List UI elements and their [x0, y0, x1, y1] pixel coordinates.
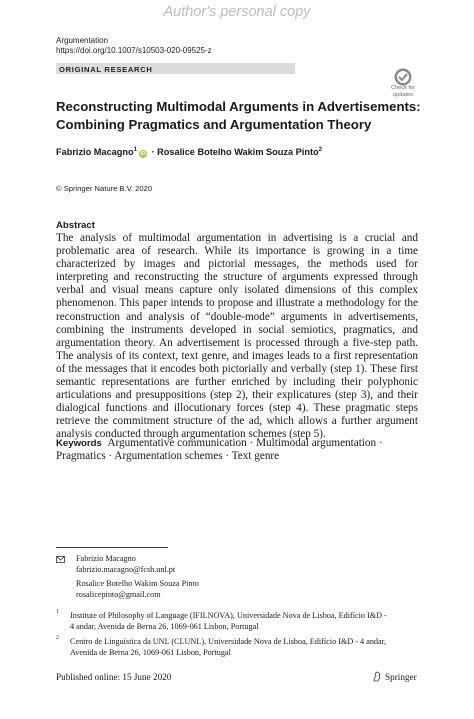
footnote-divider: [56, 547, 168, 548]
author-2-affiliation: 2: [318, 147, 322, 153]
contact-1-email[interactable]: fabrizio.macagno@fcsh.unl.pt: [76, 565, 176, 575]
copyright-notice: © Springer Nature B.V. 2020: [56, 184, 153, 193]
paper-title: Reconstructing Multimodal Arguments in Advertisements: Combining Pragmatics and Argumentation Theory: [56, 99, 421, 132]
check-for-updates-line1: Check for: [391, 85, 415, 91]
check-for-updates-line2: updates: [393, 91, 413, 98]
keywords-label: Keywords: [56, 438, 102, 449]
contact-2-email[interactable]: rosalicepinto@gmail.com: [76, 590, 161, 600]
check-for-updates-label: [378, 85, 428, 98]
contact-1: [76, 553, 175, 575]
author-1[interactable]: Fabrizio Macagno: [56, 147, 134, 158]
springer-horse-icon: [372, 671, 382, 682]
envelope-icon: [56, 556, 65, 563]
affiliation-2-line1: Centro de Linguística da UNL (CLUNL), Universidade Nova de Lisboa, Edifício I&D - 4 andar,: [70, 637, 387, 646]
affiliation-1-line1: Institute of Philosophy of Language (IFILNOVA), Universidade Nova de Lisboa, Edifício I&D -: [70, 611, 387, 620]
affiliation-1-line2: 4 andar, Avenida de Berna 26, 1069-061 Lisbon, Portugal: [70, 622, 259, 632]
affiliation-2-line2: Avenida de Berna 26, 1069-061 Lisbon, Portugal: [70, 648, 231, 658]
affiliation-1-number: 1: [56, 609, 59, 615]
watermark: Author's personal copy: [163, 4, 311, 20]
affiliation-2-number: 2: [56, 635, 59, 641]
section-label: ORIGINAL RESEARCH: [59, 64, 153, 74]
publisher-logo[interactable]: [372, 671, 417, 682]
published-date: Published online: 15 June 2020: [56, 672, 172, 682]
author-separator: ·: [151, 147, 155, 158]
author-1-affiliation: 1: [133, 147, 137, 153]
affiliation-1: [70, 610, 420, 632]
orcid-icon[interactable]: iD: [140, 151, 146, 158]
keywords: [56, 437, 418, 463]
abstract-heading: Abstract: [56, 220, 95, 231]
author-list: [56, 147, 322, 158]
journal-name: Argumentation: [56, 36, 109, 45]
author-2[interactable]: Rosalice Botelho Wakim Souza Pinto: [157, 147, 319, 158]
contact-1-name: Fabrizio Macagno: [76, 554, 136, 563]
keywords-list: Argumentative communication · Multimodal argumentation · Pragmatics · Argumentation schemes · Text genre: [56, 437, 383, 463]
contact-2-name: Rosalice Botelho Wakim Souza Pinto: [76, 579, 199, 588]
contact-2: [76, 578, 199, 600]
abstract-text: The analysis of multimodal argumentation in advertising is a crucial and problematic area of research. While its importance is growing in a time characterized by images and pictorial messages, the methods used for interpreting and reconstructing the structure of arguments expressed through verbal and visual means capture only isolated dimensions of this complex phenomenon. This paper intends to propose and illustrate a methodology for the reconstruction and analysis of “double-mode” arguments in advertisements, combining the instruments developed in social semiotics, pragmatics, and argumentation theory. An advertisement is processed through a five-step path. The analysis of its context, text genre, and images leads to a first representation of the messages that it encodes both pictorially and verbally (step 1). These first semantic representations are further enriched by including their polyphonic articulations and presuppositions (step 2), their explicatures (step 3), and their dialogical functions and illocutionary forces (step 4). These pragmatic steps retrieve the commitment structure of the ad, which allows a further argument analysis conducted through argumentation schemes (step 5).: [56, 232, 418, 441]
publisher-name: Springer: [385, 672, 417, 682]
doi-link[interactable]: https://doi.org/10.1007/s10503-020-09525-z: [56, 46, 212, 55]
affiliation-2: [70, 636, 420, 658]
